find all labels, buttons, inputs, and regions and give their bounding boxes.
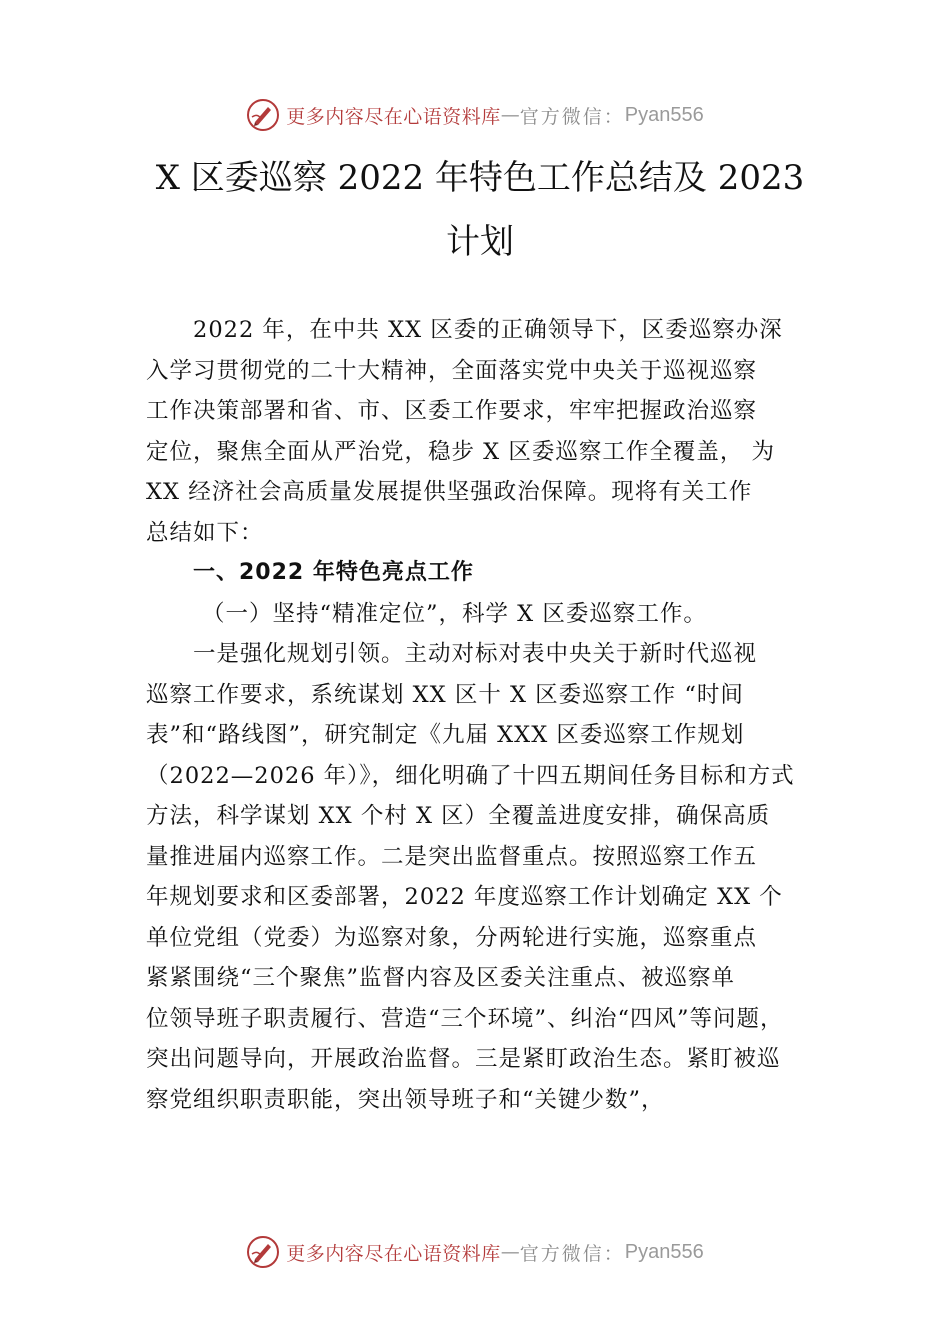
paragraph-line: 2022 年，在中共 XX 区委的正确领导下，区委巡察办深	[193, 317, 783, 343]
paragraph-line: 一是强化规划引领。主动对标对表中央关于新时代巡视	[193, 641, 758, 667]
watermark-label: 官方微信：	[519, 105, 625, 128]
pen-logo-icon	[246, 98, 280, 132]
watermark-label: 官方微信：	[519, 1242, 625, 1265]
paragraph-line: XX 经济社会高质量发展提供坚强政治保障。现将有关工作	[146, 479, 753, 505]
pen-logo-icon	[246, 1235, 280, 1269]
subsection-heading: （一）坚持“精准定位”，科学 X 区委巡察工作。	[202, 600, 707, 627]
document-body	[146, 310, 826, 1120]
section-heading: 一、2022 年特色亮点工作	[193, 560, 474, 585]
watermark-wechat-id: Pyan556	[624, 1240, 704, 1263]
paragraph-line: 定位，聚焦全面从严治党，稳步 X 区委巡察工作全覆盖， 为	[146, 438, 775, 465]
paragraph-line: 紧紧围绕“三个聚焦”监督内容及区委关注重点、被巡察单	[146, 965, 736, 991]
watermark-wechat-id: Pyan556	[624, 103, 704, 126]
watermark-text: 更多内容尽在心语资料库	[286, 1242, 501, 1265]
paragraph-line: 突出问题导向，开展政治监督。三是紧盯政治生态。紧盯被巡	[146, 1046, 781, 1072]
watermark-header	[0, 95, 950, 135]
paragraph-line: 方法，科学谋划 XX 个村 X 区）全覆盖进度安排，确保高质	[146, 803, 771, 829]
paragraph-line: 巡察工作要求，系统谋划 XX 区十 X 区委巡察工作 “时间	[146, 681, 744, 708]
paragraph-line: 察党组织职责职能，突出领导班子和“关键少数”，	[146, 1086, 665, 1113]
paragraph-line: 入学习贯彻党的二十大精神，全面落实党中央关于巡视巡察	[146, 357, 758, 384]
watermark-text: 更多内容尽在心语资料库	[286, 105, 501, 128]
paragraph-line: 年规划要求和区委部署，2022 年度巡察工作计划确定 XX 个	[146, 884, 783, 910]
watermark-footer	[0, 1232, 950, 1272]
document-title-line-2: 计划	[446, 222, 514, 262]
paragraph-line: 量推进届内巡察工作。二是突出监督重点。按照巡察工作五	[146, 843, 758, 870]
watermark-separator: —	[500, 104, 520, 126]
document-title-line-1: X 区委巡察 2022 年特色工作总结及 2023	[155, 158, 805, 198]
paragraph-line: 工作决策部署和省、市、区委工作要求，牢牢把握政治巡察	[146, 398, 758, 424]
paragraph-line: 单位党组（党委）为巡察对象，分两轮进行实施，巡察重点	[146, 924, 758, 951]
watermark-separator: —	[500, 1241, 520, 1263]
paragraph-line: 位领导班子职责履行、营造“三个环境”、纠治“四风”等问题，	[146, 1005, 784, 1032]
paragraph-line: 总结如下：	[146, 519, 264, 546]
paragraph-line: （2022—2026 年）》，细化明确了十四五期间任务目标和方式	[146, 762, 795, 789]
paragraph-line: 表”和“路线图”，研究制定《九届 XXX 区委巡察工作规划	[146, 722, 745, 748]
